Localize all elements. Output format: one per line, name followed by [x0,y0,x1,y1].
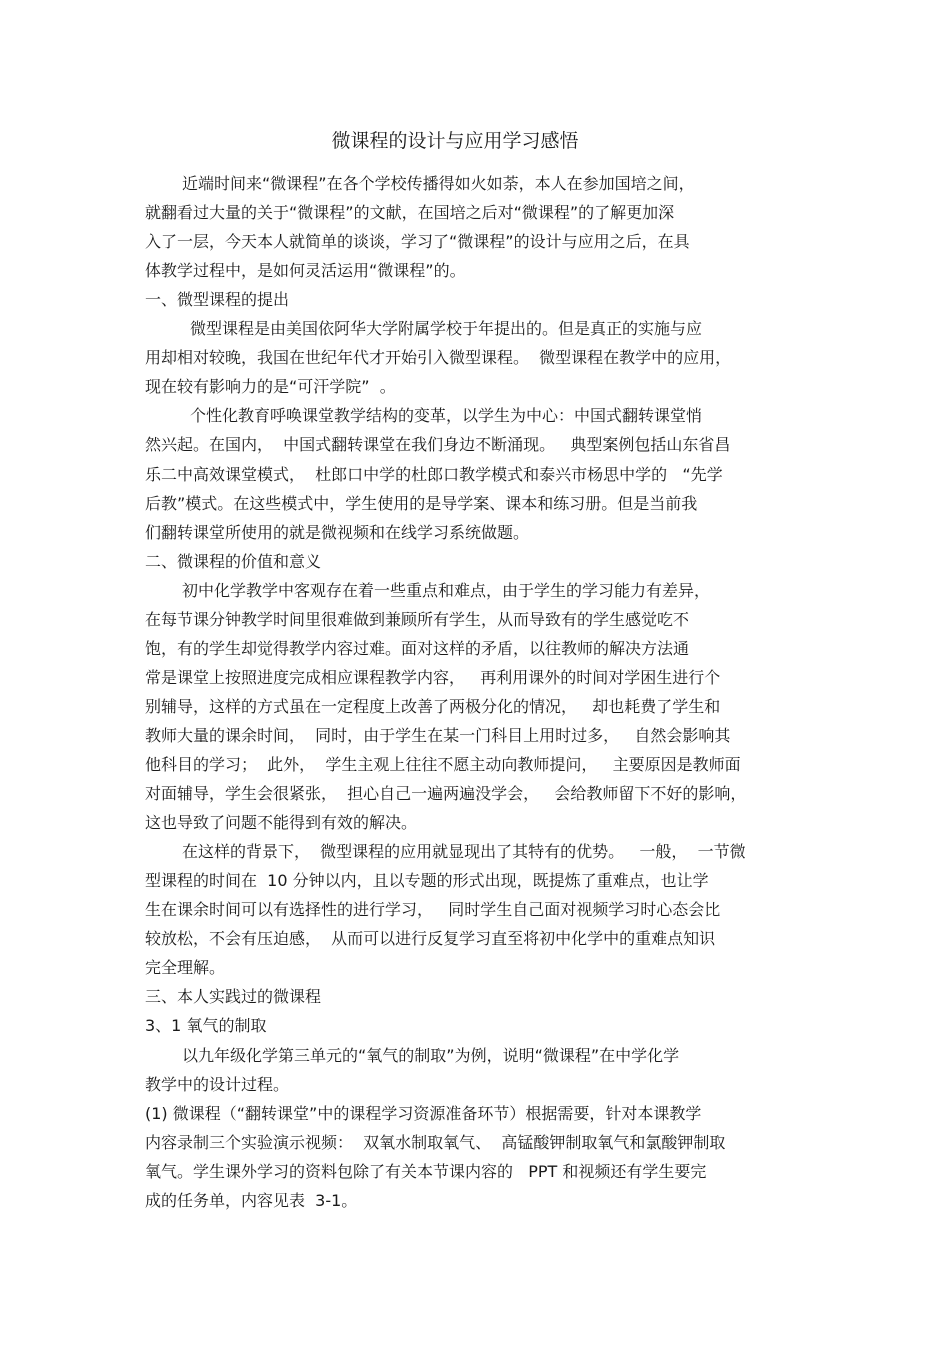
text-line: 入了一层，今天本人就简单的谈谈，学习了“微课程”的设计与应用之后，在具 [145,232,690,251]
text-line: 生在课余时间可以有选择性的进行学习， 同时学生自己面对视频学习时心态会比 [145,900,721,919]
document-title: 微课程的设计与应用学习感悟 [331,130,579,152]
text-line: 后教”模式。在这些模式中，学生使用的是导学案、课本和练习册。但是当前我 [145,494,698,513]
text-line: 初中化学教学中客观存在着一些重点和难点，由于学生的学习能力有差异， [182,581,711,600]
text-line: 教师大量的课余时间， 同时，由于学生在某一门科目上用时过多， 自然会影响其 [145,726,731,745]
text-line: 这也导致了问题不能得到有效的解决。 [145,813,418,832]
text-line: 就翻看过大量的关于“微课程”的文献，在国培之后对“微课程”的了解更加深 [145,203,675,222]
text-line: 型课程的时间在 10 分钟以内，且以专题的形式出现，既提炼了重难点，也让学 [145,871,709,890]
text-line: 以九年级化学第三单元的“氧气的制取”为例，说明“微课程”在中学化学 [182,1046,680,1065]
text-line: 别辅导，这样的方式虽在一定程度上改善了两极分化的情况， 却也耗费了学生和 [145,697,721,716]
text-line: 体教学过程中，是如何灵活运用“微课程”的。 [145,261,466,280]
text-line: 一、微型课程的提出 [145,290,290,309]
text-line: 乐二中高效课堂模式， 杜郎口中学的杜郎口教学模式和泰兴市杨思中学的 “先学 [145,465,723,484]
text-line: (1) 微课程（“翻转课堂”中的课程学习资源准备环节）根据需要，针对本课教学 [145,1104,702,1123]
text-line: 微型课程是由美国依阿华大学附属学校于年提出的。但是真正的实施与应 [190,319,703,338]
text-line: 然兴起。在国内， 中国式翻转课堂在我们身边不断涌现。 典型案例包括山东省昌 [145,435,731,454]
text-line: 内容录制三个实验演示视频： 双氧水制取氧气、 高锰酸钾制取氧气和氯酸钾制取 [145,1133,726,1152]
text-line: 用却相对较晚，我国在世纪年代才开始引入微型课程。 微型课程在教学中的应用， [145,348,732,367]
text-line: 教学中的设计过程。 [145,1075,290,1094]
text-line: 他科目的学习； 此外， 学生主观上往往不愿主动向教师提问， 主要原因是教师面 [145,755,741,774]
text-line: 在这样的背景下， 微型课程的应用就显现出了其特有的优势。 一般， 一节微 [182,842,746,861]
text-line: 完全理解。 [145,958,226,977]
text-line: 近端时间来“微课程”在各个学校传播得如火如荼，本人在参加国培之间， [182,174,695,193]
text-line: 常是课堂上按照进度完成相应课程教学内容， 再利用课外的时间对学困生进行个 [145,668,721,687]
text-line: 二、微课程的价值和意义 [145,552,322,571]
text-line: 们翻转课堂所使用的就是微视频和在线学习系统做题。 [145,523,530,542]
text-line: 三、本人实践过的微课程 [145,987,322,1006]
text-line: 氧气。学生课外学习的资料包除了有关本节课内容的 PPT 和视频还有学生要完 [145,1162,707,1181]
text-line: 较放松，不会有压迫感， 从而可以进行反复学习直至将初中化学中的重难点知识 [145,929,716,948]
text-line: 在每节课分钟教学时间里很难做到兼顾所有学生，从而导致有的学生感觉吃不 [145,610,690,629]
text-line: 个性化教育呼唤课堂教学结构的变革，以学生为中心：中国式翻转课堂悄 [190,406,703,425]
text-line: 饱，有的学生却觉得教学内容过难。面对这样的矛盾，以往教师的解决方法通 [145,639,690,658]
text-line: 3、1 氧气的制取 [145,1016,267,1035]
text-line: 成的任务单，内容见表 3-1。 [145,1191,358,1210]
text-line: 现在较有影响力的是“可汗学院” 。 [145,377,396,396]
text-line: 对面辅导，学生会很紧张， 担心自己一遍两遍没学会， 会给教师留下不好的影响， [145,784,747,803]
